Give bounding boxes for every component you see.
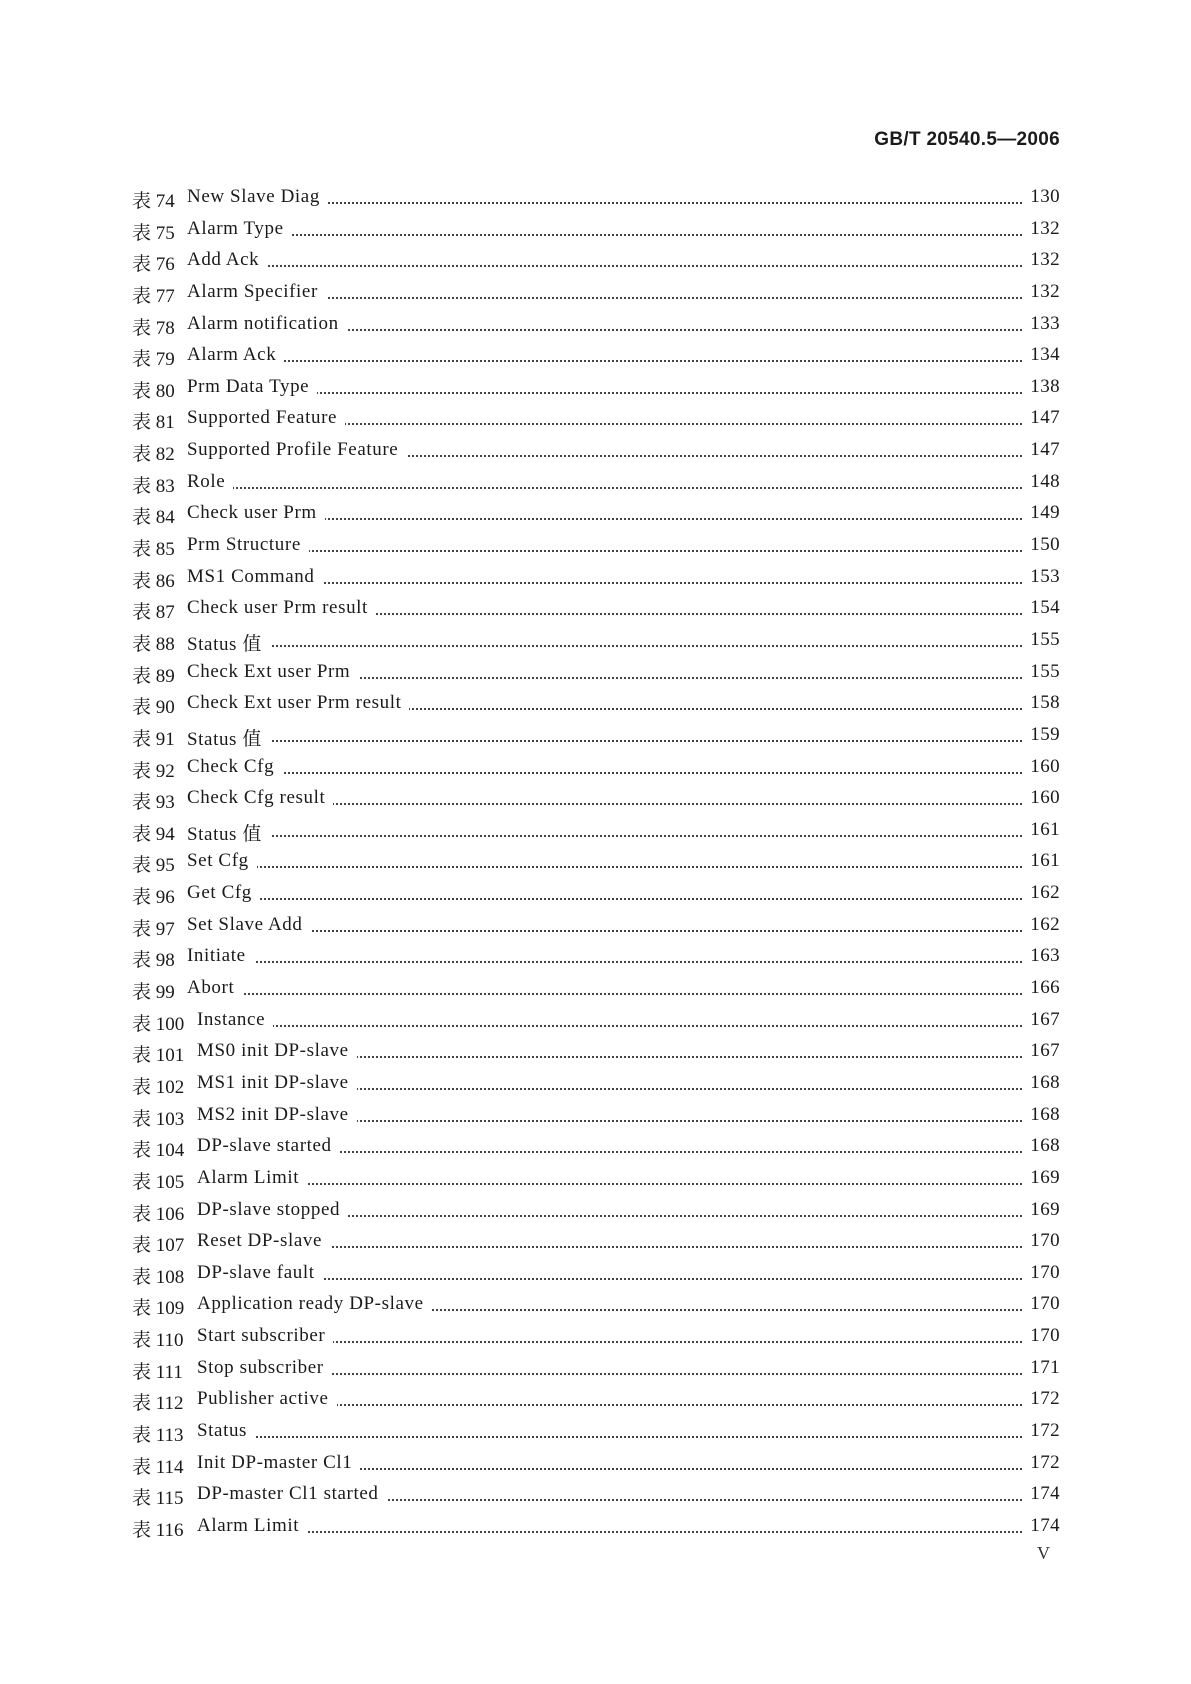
toc-entry-label: 表 112 bbox=[132, 1393, 184, 1415]
page-number: V bbox=[1037, 1543, 1050, 1563]
toc-entry-page-number: 147 bbox=[1022, 407, 1060, 429]
toc-entry-label: 表 74 bbox=[132, 191, 175, 212]
toc-entry-page-number: 172 bbox=[1022, 1420, 1060, 1442]
toc-entry-title: Stop subscriber bbox=[197, 1357, 332, 1379]
toc-entry bbox=[132, 245, 1060, 277]
toc-entry-page-number: 149 bbox=[1022, 502, 1060, 524]
toc-entry-page-number: 174 bbox=[1022, 1515, 1060, 1537]
toc-entry-page-number: 155 bbox=[1022, 629, 1060, 651]
toc-entry bbox=[132, 593, 1060, 625]
toc-entry bbox=[132, 752, 1060, 784]
toc-entry bbox=[132, 1100, 1060, 1132]
toc-dot-leader bbox=[187, 234, 1034, 236]
toc-entry bbox=[132, 498, 1060, 530]
toc-entry-label: 表 79 bbox=[132, 349, 175, 371]
toc-entry bbox=[132, 1195, 1060, 1227]
toc-entry-page-number: 163 bbox=[1022, 945, 1060, 967]
toc-entry-label: 表 95 bbox=[132, 855, 175, 877]
toc-entry-label: 表 87 bbox=[132, 602, 175, 624]
toc-entry bbox=[132, 467, 1060, 499]
toc-entry-title: Application ready DP-slave bbox=[197, 1293, 432, 1315]
toc-entry bbox=[132, 910, 1060, 942]
toc-entry-label: 表 107 bbox=[132, 1235, 185, 1257]
toc-entry-title: Status 值 bbox=[187, 819, 270, 846]
toc-entry bbox=[132, 277, 1060, 309]
toc-entry bbox=[132, 1131, 1060, 1163]
toc-entry-label: 表 94 bbox=[132, 823, 175, 845]
toc-entry-title: Check Cfg bbox=[187, 756, 282, 778]
toc-entry bbox=[132, 214, 1060, 246]
toc-entry-label: 表 85 bbox=[132, 539, 175, 561]
toc-entry-label: 表 81 bbox=[132, 412, 175, 434]
toc-dot-leader bbox=[197, 1436, 1034, 1438]
toc-entry-page-number: 160 bbox=[1022, 756, 1060, 778]
toc-entry-page-number: 132 bbox=[1022, 218, 1060, 240]
toc-entry-page-number: 172 bbox=[1022, 1452, 1060, 1474]
toc-entry-label: 表 77 bbox=[132, 285, 175, 307]
toc-entry-title: Reset DP-slave bbox=[197, 1230, 330, 1252]
toc-entry-title: Alarm Limit bbox=[197, 1515, 307, 1537]
toc-entry-title: Initiate bbox=[187, 945, 254, 967]
toc-entry bbox=[132, 1005, 1060, 1037]
toc-entry bbox=[132, 1321, 1060, 1353]
toc-entry-page-number: 134 bbox=[1022, 344, 1060, 366]
toc-dot-leader bbox=[187, 550, 1034, 552]
toc-entry-label: 表 99 bbox=[132, 982, 175, 1004]
toc-entry-title: MS2 init DP-slave bbox=[197, 1104, 357, 1126]
toc-dot-leader bbox=[187, 740, 1034, 742]
toc-entry-title: Check user Prm result bbox=[187, 597, 376, 619]
toc-dot-leader bbox=[197, 1183, 1034, 1185]
toc-entry-label: 表 80 bbox=[132, 380, 175, 402]
toc-entry-label: 表 98 bbox=[132, 950, 175, 972]
toc-entry-label: 表 83 bbox=[132, 475, 175, 497]
toc-entry-title: Status 值 bbox=[187, 629, 270, 656]
toc-entry-page-number: 174 bbox=[1022, 1483, 1060, 1505]
toc-entry bbox=[132, 625, 1060, 657]
toc-entry bbox=[132, 878, 1060, 910]
toc-entry-page-number: 147 bbox=[1022, 439, 1060, 461]
toc-entry-label: 表 106 bbox=[132, 1203, 185, 1225]
toc-entry bbox=[132, 562, 1060, 594]
toc-entry-title: Instance bbox=[197, 1009, 273, 1031]
toc-dot-leader bbox=[187, 772, 1034, 774]
toc-entry-label: 表 86 bbox=[132, 570, 175, 592]
toc-entry bbox=[132, 435, 1060, 467]
toc-entry-page-number: 138 bbox=[1022, 376, 1060, 398]
toc-entry-page-number: 167 bbox=[1022, 1040, 1060, 1062]
toc-entry bbox=[132, 846, 1060, 878]
toc-entry-label: 表 114 bbox=[132, 1456, 184, 1478]
toc-entry-label: 表 84 bbox=[132, 507, 175, 529]
toc-entry-title: Init DP-master Cl1 bbox=[197, 1452, 360, 1474]
table-of-contents-list bbox=[132, 182, 1060, 1543]
toc-entry-title: Alarm notification bbox=[187, 313, 347, 335]
toc-entry-label: 表 92 bbox=[132, 760, 175, 782]
toc-entry-title: Publisher active bbox=[197, 1388, 337, 1410]
toc-entry-label: 表 113 bbox=[132, 1424, 184, 1446]
toc-entry-title: DP-slave fault bbox=[197, 1262, 323, 1284]
toc-entry-page-number: 161 bbox=[1022, 850, 1060, 872]
toc-entry-label: 表 116 bbox=[132, 1519, 184, 1541]
toc-entry bbox=[132, 403, 1060, 435]
toc-entry bbox=[132, 1416, 1060, 1448]
toc-entry-page-number: 170 bbox=[1022, 1262, 1060, 1284]
toc-entry-page-number: 172 bbox=[1022, 1388, 1060, 1410]
toc-entry bbox=[132, 1163, 1060, 1195]
toc-entry-title: Alarm Limit bbox=[197, 1167, 307, 1189]
toc-entry-page-number: 133 bbox=[1022, 313, 1060, 335]
toc-entry bbox=[132, 1036, 1060, 1068]
toc-entry bbox=[132, 688, 1060, 720]
toc-entry-label: 表 101 bbox=[132, 1045, 185, 1067]
toc-entry-label: 表 110 bbox=[132, 1330, 184, 1352]
toc-entry-title: Prm Structure bbox=[187, 534, 309, 556]
toc-entry-title: New Slave Diag bbox=[187, 186, 328, 208]
toc-entry-page-number: 153 bbox=[1022, 566, 1060, 588]
toc-entry-title: Prm Data Type bbox=[187, 376, 317, 398]
toc-entry bbox=[132, 815, 1060, 847]
toc-entry-page-number: 155 bbox=[1022, 661, 1060, 683]
toc-entry-page-number: 168 bbox=[1022, 1072, 1060, 1094]
toc-entry-title: Check Cfg result bbox=[187, 787, 333, 809]
toc-entry bbox=[132, 530, 1060, 562]
toc-entry bbox=[132, 1511, 1060, 1543]
toc-entry-label: 表 115 bbox=[132, 1488, 184, 1510]
toc-dot-leader bbox=[187, 898, 1034, 900]
toc-entry-title: MS1 init DP-slave bbox=[197, 1072, 357, 1094]
toc-entry-page-number: 132 bbox=[1022, 281, 1060, 303]
toc-entry-page-number: 169 bbox=[1022, 1167, 1060, 1189]
toc-entry-title: Check Ext user Prm result bbox=[187, 692, 409, 714]
toc-dot-leader bbox=[197, 1025, 1034, 1027]
toc-entry bbox=[132, 1258, 1060, 1290]
toc-entry-title: Alarm Ack bbox=[187, 344, 284, 366]
toc-entry-page-number: 170 bbox=[1022, 1293, 1060, 1315]
toc-entry-title: Role bbox=[187, 471, 233, 493]
toc-entry bbox=[132, 973, 1060, 1005]
toc-entry-title: Alarm Type bbox=[187, 218, 292, 240]
toc-entry bbox=[132, 182, 1060, 214]
toc-entry bbox=[132, 1384, 1060, 1416]
toc-entry-title: MS1 Command bbox=[187, 566, 322, 588]
toc-entry-title: DP-slave stopped bbox=[197, 1199, 348, 1221]
toc-dot-leader bbox=[187, 835, 1034, 837]
toc-entry-title: Status bbox=[197, 1420, 255, 1442]
toc-entry-label: 表 76 bbox=[132, 254, 175, 276]
toc-entry-title: DP-slave started bbox=[197, 1135, 340, 1157]
toc-entry bbox=[132, 1226, 1060, 1258]
toc-entry-title: DP-master Cl1 started bbox=[197, 1483, 386, 1505]
toc-entry-page-number: 171 bbox=[1022, 1357, 1060, 1379]
toc-dot-leader bbox=[187, 993, 1034, 995]
toc-entry-label: 表 90 bbox=[132, 697, 175, 719]
toc-entry bbox=[132, 372, 1060, 404]
toc-entry-label: 表 109 bbox=[132, 1298, 185, 1320]
toc-entry-title: Add Ack bbox=[187, 249, 267, 271]
toc-dot-leader bbox=[187, 265, 1034, 267]
toc-entry-page-number: 170 bbox=[1022, 1325, 1060, 1347]
toc-entry bbox=[132, 1289, 1060, 1321]
toc-entry-page-number: 132 bbox=[1022, 249, 1060, 271]
toc-entry-title: Abort bbox=[187, 977, 242, 999]
toc-entry-page-number: 168 bbox=[1022, 1135, 1060, 1157]
toc-entry-page-number: 169 bbox=[1022, 1199, 1060, 1221]
toc-entry-title: Set Slave Add bbox=[187, 914, 310, 936]
toc-entry-page-number: 167 bbox=[1022, 1009, 1060, 1031]
toc-entry-label: 表 82 bbox=[132, 444, 175, 466]
toc-entry bbox=[132, 1068, 1060, 1100]
toc-entry bbox=[132, 941, 1060, 973]
toc-dot-leader bbox=[197, 1531, 1034, 1533]
toc-dot-leader bbox=[187, 645, 1034, 647]
toc-entry-title: Supported Profile Feature bbox=[187, 439, 406, 461]
toc-entry-label: 表 108 bbox=[132, 1266, 185, 1288]
toc-entry bbox=[132, 1353, 1060, 1385]
toc-dot-leader bbox=[187, 487, 1034, 489]
toc-entry-page-number: 162 bbox=[1022, 914, 1060, 936]
toc-entry-label: 表 105 bbox=[132, 1171, 185, 1193]
toc-entry-title: Status 值 bbox=[187, 724, 270, 751]
toc-entry-title: Check user Prm bbox=[187, 502, 325, 524]
toc-entry-title: Get Cfg bbox=[187, 882, 260, 904]
toc-entry-label: 表 102 bbox=[132, 1076, 185, 1098]
toc-entry-label: 表 88 bbox=[132, 633, 175, 655]
toc-entry-label: 表 89 bbox=[132, 665, 175, 687]
toc-entry bbox=[132, 720, 1060, 752]
toc-entry-page-number: 154 bbox=[1022, 597, 1060, 619]
toc-entry-page-number: 158 bbox=[1022, 692, 1060, 714]
toc-entry bbox=[132, 309, 1060, 341]
document-id-header: GB/T 20540.5—2006 bbox=[874, 129, 1060, 150]
toc-entry-page-number: 170 bbox=[1022, 1230, 1060, 1252]
toc-entry-title: Start subscriber bbox=[197, 1325, 333, 1347]
toc-dot-leader bbox=[187, 360, 1034, 362]
toc-entry bbox=[132, 783, 1060, 815]
toc-entry-page-number: 161 bbox=[1022, 819, 1060, 841]
toc-entry-label: 表 103 bbox=[132, 1108, 185, 1130]
toc-dot-leader bbox=[187, 930, 1034, 932]
toc-entry bbox=[132, 340, 1060, 372]
toc-entry-title: MS0 init DP-slave bbox=[197, 1040, 357, 1062]
toc-entry-page-number: 168 bbox=[1022, 1104, 1060, 1126]
toc-entry-title: Alarm Specifier bbox=[187, 281, 326, 303]
toc-entry-title: Set Cfg bbox=[187, 850, 257, 872]
toc-entry-page-number: 148 bbox=[1022, 471, 1060, 493]
toc-entry-label: 表 91 bbox=[132, 728, 175, 750]
toc-entry-title: Supported Feature bbox=[187, 407, 345, 429]
toc-entry-page-number: 150 bbox=[1022, 534, 1060, 556]
toc-entry bbox=[132, 1479, 1060, 1511]
toc-entry-label: 表 111 bbox=[132, 1361, 183, 1383]
toc-entry-page-number: 130 bbox=[1022, 186, 1060, 208]
toc-entry-label: 表 78 bbox=[132, 317, 175, 339]
toc-entry-label: 表 75 bbox=[132, 222, 175, 244]
toc-entry-title: Check Ext user Prm bbox=[187, 661, 358, 683]
toc-entry-page-number: 166 bbox=[1022, 977, 1060, 999]
toc-entry-label: 表 93 bbox=[132, 792, 175, 814]
toc-entry-label: 表 100 bbox=[132, 1013, 185, 1035]
toc-entry-label: 表 104 bbox=[132, 1140, 185, 1162]
toc-entry-page-number: 159 bbox=[1022, 724, 1060, 746]
toc-entry-page-number: 162 bbox=[1022, 882, 1060, 904]
toc-entry bbox=[132, 657, 1060, 689]
toc-entry-label: 表 96 bbox=[132, 887, 175, 909]
toc-entry-label: 表 97 bbox=[132, 918, 175, 940]
toc-entry-page-number: 160 bbox=[1022, 787, 1060, 809]
toc-dot-leader bbox=[187, 866, 1034, 868]
toc-entry bbox=[132, 1448, 1060, 1480]
toc-dot-leader bbox=[187, 961, 1034, 963]
